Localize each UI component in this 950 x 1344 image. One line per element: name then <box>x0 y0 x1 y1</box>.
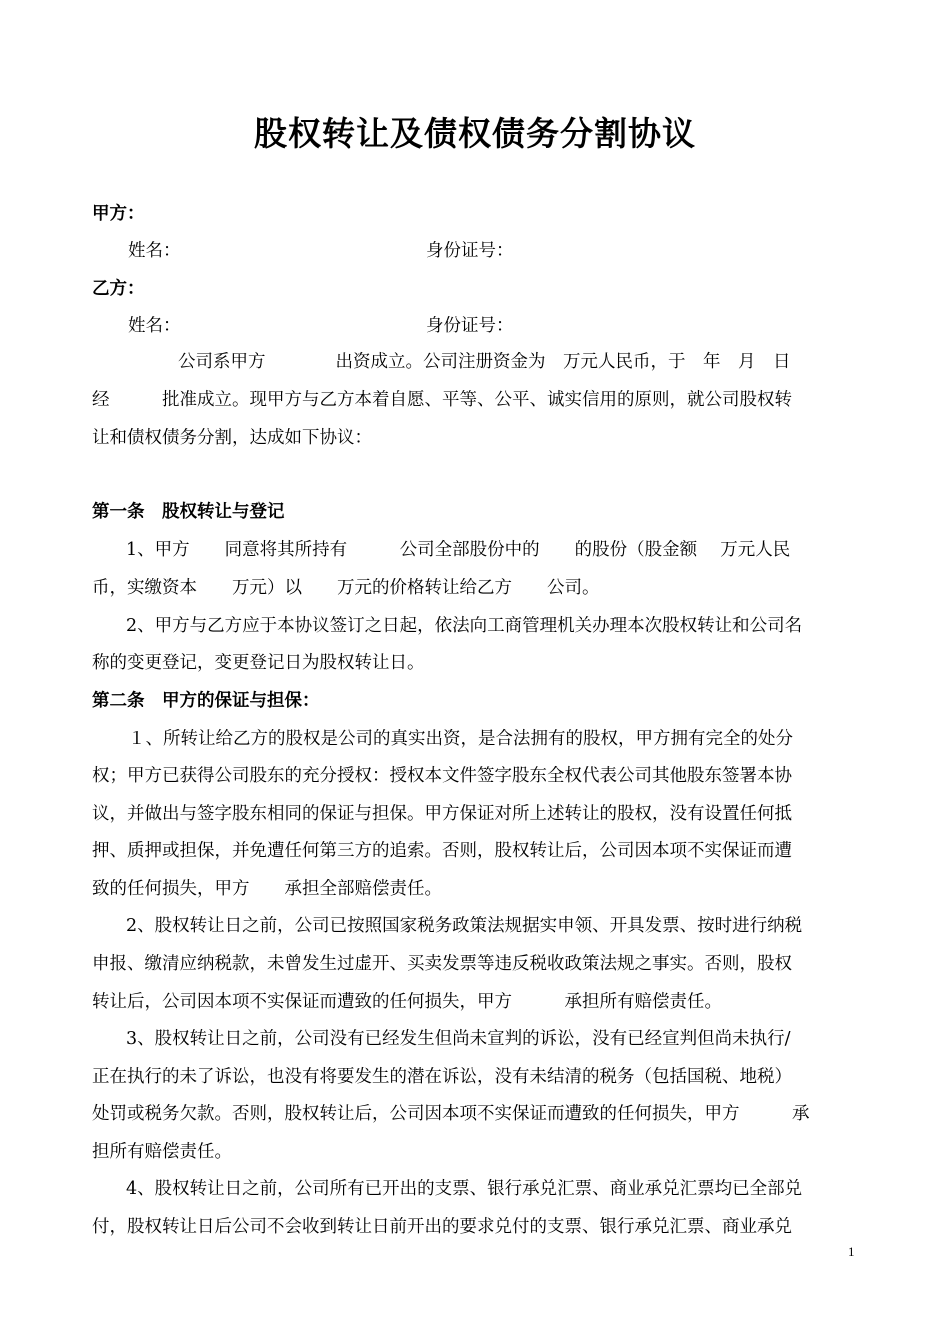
article-2-line: 正在执行的未了诉讼，也没有将要发生的潜在诉讼，没有未结清的税务（包括国税、地税） <box>92 1067 792 1087</box>
article-2-heading: 第二条 甲方的保证与担保： <box>92 691 320 711</box>
article-2-line: 转让后，公司因本项不实保证而遭致的任何损失，甲方 承担所有赔偿责任。 <box>92 992 722 1012</box>
article-2-line: 3、股权转让日之前，公司没有已经发生但尚未宣判的诉讼，没有已经宣判但尚未执行/ <box>126 1029 791 1049</box>
article-2-line: 权；甲方已获得公司股东的充分授权：授权本文件签字股东全权代表公司其他股东签署本协 <box>92 766 792 786</box>
article-2-line: 处罚或税务欠款。否则，股权转让后，公司因本项不实保证而遭致的任何损失，甲方 承 <box>92 1104 810 1124</box>
article-1-line: 1、甲方 同意将其所持有 公司全部股份中的 的股份（股金额 万元人民 <box>126 540 791 560</box>
page-number: 1 <box>848 1244 855 1259</box>
article-2-line: 2、股权转让日之前，公司已按照国家税务政策法规据实申领、开具发票、按时进行纳税 <box>126 916 803 936</box>
intro-line: 让和债权债务分割，达成如下协议： <box>92 428 372 448</box>
article-2-line: 申报、缴清应纳税款，未曾发生过虚开、买卖发票等违反税收政策法规之事实。否则，股权 <box>92 954 792 974</box>
article-2-line: 付，股权转让日后公司不会收到转让日前开出的要求兑付的支票、银行承兑汇票、商业承兑 <box>92 1217 792 1237</box>
party-b-name-label: 姓名： <box>128 316 181 336</box>
article-2-line: 4、股权转让日之前，公司所有已开出的支票、银行承兑汇票、商业承兑汇票均已全部兑 <box>126 1179 803 1199</box>
article-1-line: 2、甲方与乙方应于本协议签订之日起，依法向工商管理机关办理本次股权转让和公司名 <box>126 616 803 636</box>
article-1-line: 币，实缴资本 万元）以 万元的价格转让给乙方 公司。 <box>92 578 600 598</box>
article-2-line: 押、质押或担保，并免遭任何第三方的追索。否则，股权转让后，公司因本项不实保证而遭 <box>92 841 792 861</box>
intro-line: 经 批准成立。现甲方与乙方本着自愿、平等、公平、诚实信用的原则，就公司股权转 <box>92 390 792 410</box>
party-b-id-label: 身份证号： <box>426 316 514 336</box>
article-2-line: 议，并做出与签字股东相同的保证与担保。甲方保证对所上述转让的股权，没有设置任何抵 <box>92 804 792 824</box>
article-2-line: １、所转让给乙方的股权是公司的真实出资，是合法拥有的股权，甲方拥有完全的处分 <box>128 729 793 749</box>
party-a-id-label: 身份证号： <box>426 241 514 261</box>
article-1-line: 称的变更登记，变更登记日为股权转让日。 <box>92 653 425 673</box>
article-2-line: 担所有赔偿责任。 <box>92 1142 232 1162</box>
party-a-name-label: 姓名： <box>128 241 181 261</box>
party-b-heading: 乙方： <box>92 279 145 299</box>
party-a-heading: 甲方： <box>92 204 145 224</box>
intro-line: 公司系甲方 出资成立。公司注册资金为 万元人民币，于 年 月 日 <box>178 352 791 372</box>
article-2-line: 致的任何损失，甲方 承担全部赔偿责任。 <box>92 879 442 899</box>
article-1-heading: 第一条 股权转让与登记 <box>92 502 285 522</box>
document-title: 股权转让及债权债务分割协议 <box>254 114 696 153</box>
